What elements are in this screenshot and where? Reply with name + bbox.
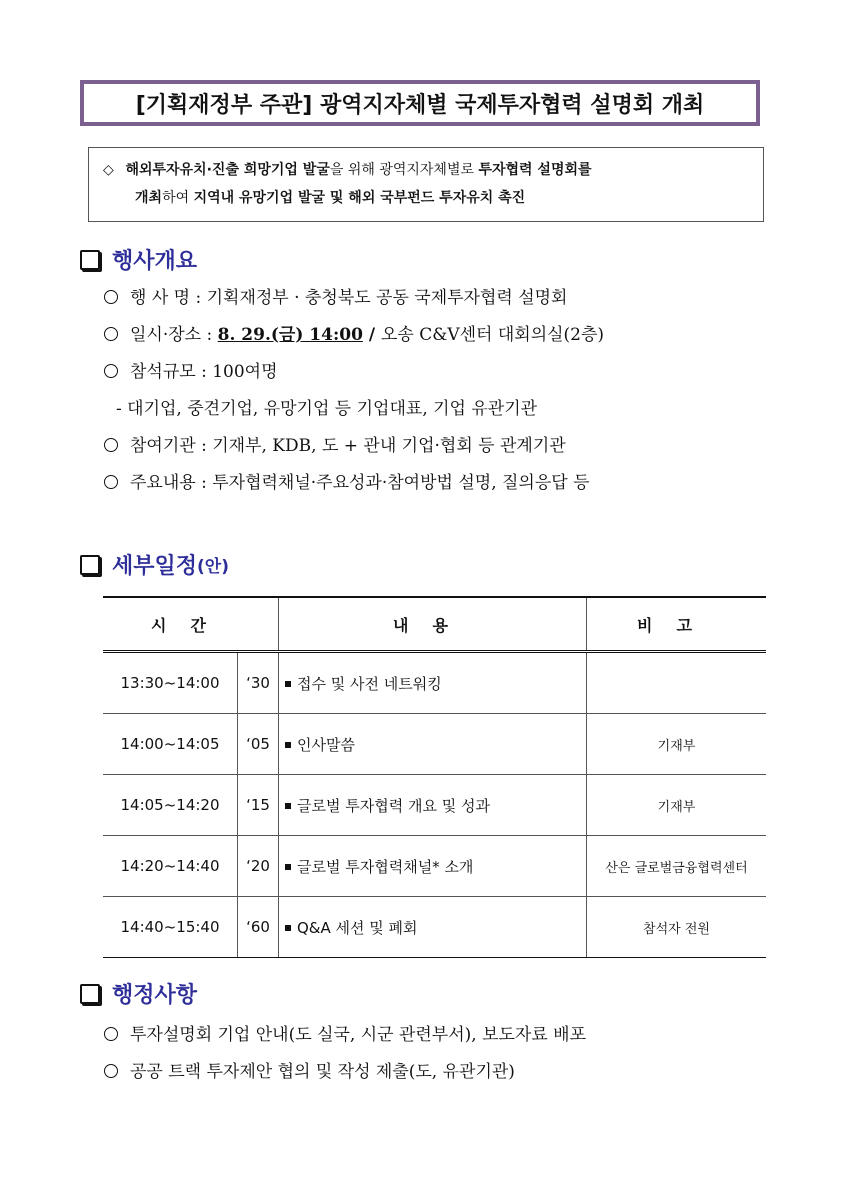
cell-content bbox=[279, 714, 587, 775]
cell-note bbox=[587, 652, 767, 714]
diamond-icon: ◇ bbox=[103, 162, 114, 178]
summary-text-2: 하여 bbox=[162, 190, 194, 206]
square-bullet-icon bbox=[285, 681, 291, 687]
cell-time: 13:30~14:00 bbox=[103, 652, 238, 714]
section-title: 세부일정 bbox=[112, 554, 198, 579]
list-item bbox=[104, 280, 804, 317]
table-header-row bbox=[103, 597, 766, 652]
table-row bbox=[103, 714, 766, 775]
square-bullet-icon bbox=[285, 864, 291, 870]
item-label: 참석규모 : bbox=[130, 362, 213, 382]
summary-text-1: 을 위해 광역지자체별로 bbox=[329, 162, 479, 178]
cell-content bbox=[279, 652, 587, 714]
summary-line-2 bbox=[103, 184, 753, 212]
circle-bullet-icon bbox=[104, 290, 118, 304]
content-text: 글로벌 투자협력 개요 및 성과 bbox=[297, 796, 490, 815]
title-prefix: [기획재정부 주관] bbox=[135, 92, 313, 118]
item-label: 일시·장소 : bbox=[130, 325, 218, 345]
list-item bbox=[104, 1017, 804, 1054]
summary-box bbox=[88, 147, 764, 222]
table-row bbox=[103, 836, 766, 897]
list-item bbox=[104, 428, 804, 465]
document-title bbox=[80, 80, 760, 126]
cell-note: 기재부 bbox=[587, 775, 767, 836]
admin-list bbox=[104, 1017, 804, 1091]
item-separator: / bbox=[362, 325, 381, 345]
section-heading-admin bbox=[80, 978, 197, 1009]
item-value: 투자설명회 기업 안내(도 실국, 시군 관련부서), 보도자료 배포 bbox=[130, 1025, 587, 1045]
section-title-suffix: (안) bbox=[197, 557, 229, 577]
cell-content bbox=[279, 897, 587, 958]
cell-content bbox=[279, 775, 587, 836]
cell-note: 기재부 bbox=[587, 714, 767, 775]
table-row bbox=[103, 652, 766, 714]
section-heading-overview bbox=[80, 244, 197, 275]
list-item bbox=[104, 317, 804, 354]
list-item bbox=[104, 354, 804, 391]
cell-time: 14:05~14:20 bbox=[103, 775, 238, 836]
table-row bbox=[103, 775, 766, 836]
section-heading-schedule bbox=[80, 549, 229, 580]
circle-bullet-icon bbox=[104, 327, 118, 341]
checkbox-icon bbox=[80, 984, 100, 1004]
square-bullet-icon bbox=[285, 925, 291, 931]
cell-time: 14:00~14:05 bbox=[103, 714, 238, 775]
item-label: 주요내용 : bbox=[130, 473, 213, 493]
cell-content bbox=[279, 836, 587, 897]
cell-duration: ‘60 bbox=[238, 897, 279, 958]
item-value: 투자협력채널·주요성과·참여방법 설명, 질의응답 등 bbox=[212, 473, 590, 493]
circle-bullet-icon bbox=[104, 438, 118, 452]
cell-time: 14:40~15:40 bbox=[103, 897, 238, 958]
table-row bbox=[103, 897, 766, 958]
circle-bullet-icon bbox=[104, 475, 118, 489]
summary-bold-2: 투자협력 설명회를 bbox=[478, 162, 592, 178]
header-note: 비고 bbox=[587, 597, 767, 652]
content-text: Q&A 세션 및 폐회 bbox=[297, 918, 418, 937]
summary-line-1 bbox=[103, 156, 753, 184]
square-bullet-icon bbox=[285, 803, 291, 809]
cell-duration: ‘05 bbox=[238, 714, 279, 775]
event-place: 오송 C&V센터 대회의실(2층) bbox=[380, 325, 605, 345]
schedule-table bbox=[103, 596, 766, 958]
checkbox-icon bbox=[80, 250, 100, 270]
section-title: 행사개요 bbox=[112, 249, 198, 274]
item-value: 기재부, KDB, 도 + 관내 기업·협회 등 관계기관 bbox=[212, 436, 566, 456]
event-date: 8. 29.(금) 14:00 bbox=[217, 325, 363, 345]
item-label: 참여기관 : bbox=[130, 436, 213, 456]
header-time: 시간 bbox=[103, 597, 279, 652]
circle-bullet-icon bbox=[104, 1064, 118, 1078]
checkbox-icon bbox=[80, 555, 100, 575]
summary-bold-1: 해외투자유치·진출 희망기업 발굴 bbox=[125, 162, 330, 178]
section-title: 행정사항 bbox=[112, 983, 198, 1008]
item-label: 행 사 명 : bbox=[130, 288, 207, 308]
summary-bold-3: 개최 bbox=[135, 190, 163, 206]
circle-bullet-icon bbox=[104, 364, 118, 378]
sub-list-item: - 대기업, 중견기업, 유망기업 등 기업대표, 기업 유관기관 bbox=[116, 399, 538, 419]
item-value: 기획재정부 · 충청북도 공동 국제투자협력 설명회 bbox=[206, 288, 568, 308]
item-value: 공공 트랙 투자제안 협의 및 작성 제출(도, 유관기관) bbox=[130, 1062, 515, 1082]
overview-list bbox=[104, 280, 804, 502]
list-item bbox=[104, 1054, 804, 1091]
cell-note: 산은 글로벌금융협력센터 bbox=[587, 836, 767, 897]
cell-note: 참석자 전원 bbox=[587, 897, 767, 958]
cell-duration: ‘30 bbox=[238, 652, 279, 714]
cell-time: 14:20~14:40 bbox=[103, 836, 238, 897]
cell-duration: ‘15 bbox=[238, 775, 279, 836]
summary-bold-4: 지역내 유망기업 발굴 및 해외 국부펀드 투자유치 촉진 bbox=[193, 190, 526, 206]
title-main: 광역지자체별 국제투자협력 설명회 개최 bbox=[319, 92, 705, 118]
cell-duration: ‘20 bbox=[238, 836, 279, 897]
content-text: 인사말씀 bbox=[297, 735, 355, 754]
content-text: 접수 및 사전 네트워킹 bbox=[297, 674, 442, 693]
square-bullet-icon bbox=[285, 742, 291, 748]
item-value: 100여명 bbox=[212, 362, 278, 382]
circle-bullet-icon bbox=[104, 1027, 118, 1041]
header-content: 내용 bbox=[279, 597, 587, 652]
list-item bbox=[104, 465, 804, 502]
content-text: 글로벌 투자협력채널* 소개 bbox=[297, 857, 474, 876]
